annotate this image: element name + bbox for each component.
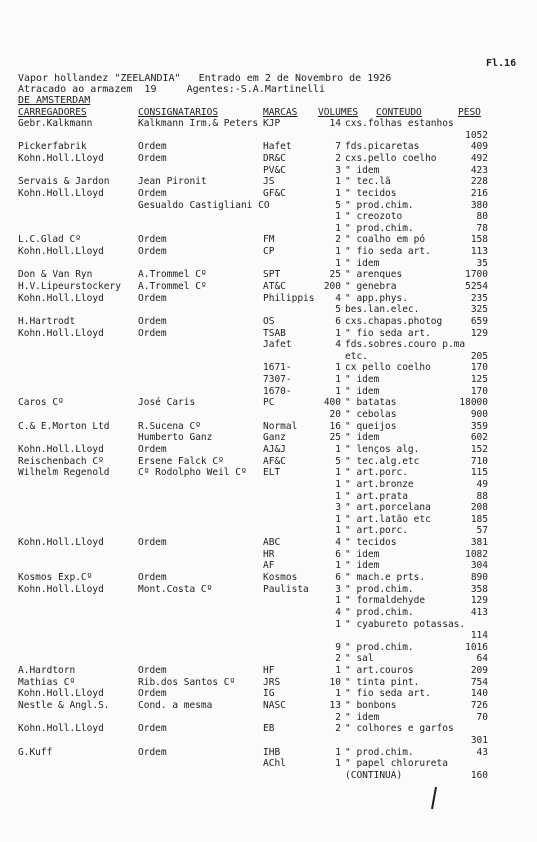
row-15-volumes: 4 [335, 292, 341, 304]
column-header-weight: PESO [458, 107, 481, 118]
row-18-volumes: 1 [335, 327, 341, 339]
row-0-contents: cxs.folhas estanhos [345, 118, 454, 129]
row-21-volumes: 1 [335, 362, 341, 374]
row-2-shipper: Pickerfabrik [18, 141, 87, 153]
row-27-volumes: 25 [329, 432, 341, 444]
row-15-mark: Philippis [263, 292, 315, 304]
row-27-contents: " idem [345, 432, 380, 444]
row-5-consignee: Jean Pironit [138, 176, 207, 188]
row-5-contents: " tec.lã [345, 176, 391, 188]
row-40-mark: Paulista [263, 583, 309, 595]
row-10-shipper: L.C.Glad Cº [18, 234, 81, 246]
row-24-consignee: José Caris [138, 397, 196, 409]
row-18-weight: 129 [470, 327, 488, 339]
row-4-mark: PV&C [263, 164, 286, 176]
row-37-volumes: 6 [335, 548, 341, 560]
row-39-weight: 890 [470, 572, 488, 583]
row-47-shipper: A.Hardtorn [18, 665, 76, 677]
row-32-weight: 88 [476, 490, 488, 502]
row-47-weight: 209 [470, 665, 488, 677]
row-23-weight: 170 [470, 385, 488, 397]
row-56-contents: (CONTINUA) [345, 769, 403, 781]
row-28-mark: AJ&J [263, 443, 286, 455]
row-10-mark: FM [263, 234, 275, 246]
row-23-contents: " idem [345, 385, 380, 397]
row-26-consignee: R.Sucena Cº [138, 420, 201, 432]
row-4-volumes: 3 [335, 164, 341, 176]
pen-mark [428, 786, 440, 810]
row-36-contents: " tecidos [345, 537, 397, 548]
row-45-contents: " prod.chim. [345, 641, 414, 653]
row-39-volumes: 6 [335, 572, 341, 583]
row-6-mark: GF&C [263, 187, 286, 199]
row-15-weight: 235 [470, 292, 488, 304]
row-39-consignee: Ordem [138, 572, 167, 583]
row-50-volumes: 13 [329, 700, 341, 711]
row-8-weight: 80 [476, 211, 488, 223]
column-header-marks: MARCAS [263, 107, 298, 118]
column-header-contents: CONTEUDO [376, 107, 422, 118]
row-54-volumes: 1 [335, 746, 341, 758]
row-12-weight: 35 [476, 257, 488, 269]
row-28-weight: 152 [470, 443, 488, 455]
row-19-contents: fds.sobres.couro p.ma [345, 339, 466, 351]
row-45-volumes: 9 [335, 641, 341, 653]
row-4-contents: " idem [345, 164, 380, 176]
row-54-contents: " prod.chim. [345, 746, 414, 758]
row-49-volumes: 1 [335, 688, 341, 700]
row-50-shipper: Nestle & Angl.S. [18, 700, 110, 711]
row-0-consignee: Kalkmann Irm.& Peters [138, 118, 259, 129]
row-51-weight: 70 [476, 711, 488, 723]
row-17-volumes: 6 [335, 315, 341, 327]
row-50-contents: " bonbons [345, 700, 397, 711]
row-43-contents: " cyabureto potassas. [345, 618, 466, 630]
row-40-weight: 358 [470, 583, 488, 595]
row-9-weight: 78 [476, 222, 488, 234]
row-10-consignee: Ordem [138, 234, 167, 246]
row-26-weight: 359 [470, 420, 488, 432]
row-10-volumes: 2 [335, 234, 341, 246]
row-0-mark: KJP [263, 118, 281, 129]
row-46-volumes: 2 [335, 653, 341, 665]
row-37-mark: HR [263, 548, 275, 560]
row-2-weight: 409 [470, 141, 488, 153]
row-36-weight: 381 [470, 537, 488, 548]
row-9-contents: " prod.chim. [345, 222, 414, 234]
row-14-mark: AT&C [263, 281, 286, 292]
row-3-shipper: Kohn.Holl.Lloyd [18, 152, 104, 164]
row-36-shipper: Kohn.Holl.Lloyd [18, 537, 104, 548]
row-3-volumes: 2 [335, 152, 341, 164]
row-28-contents: " lenços alg. [345, 443, 420, 455]
row-33-weight: 208 [470, 502, 488, 514]
row-41-weight: 129 [470, 595, 488, 607]
row-24-mark: PC [263, 397, 275, 409]
row-15-shipper: Kohn.Holl.Lloyd [18, 292, 104, 304]
row-29-mark: AF&C [263, 455, 286, 467]
row-42-volumes: 4 [335, 606, 341, 618]
row-16-volumes: 5 [335, 304, 341, 316]
row-0-volumes: 14 [329, 118, 341, 129]
row-20-contents: etc. [345, 350, 368, 362]
row-47-contents: " art.couros [345, 665, 414, 677]
row-31-contents: " art.bronze [345, 478, 414, 490]
row-18-contents: " fio seda art. [345, 327, 431, 339]
row-19-mark: Jafet [263, 339, 292, 351]
row-39-shipper: Kosmos Exp.Cº [18, 572, 93, 583]
row-48-volumes: 10 [329, 676, 341, 688]
row-29-volumes: 5 [335, 455, 341, 467]
row-11-shipper: Kohn.Holl.Lloyd [18, 246, 104, 257]
row-13-mark: SPT [263, 269, 281, 281]
row-30-consignee: Cº Rodolpho Weil Cº [138, 467, 247, 479]
row-2-contents: fds.picaretas [345, 141, 420, 153]
row-12-volumes: 1 [335, 257, 341, 269]
row-17-weight: 659 [470, 315, 488, 327]
row-24-volumes: 400 [323, 397, 341, 409]
row-38-mark: AF [263, 560, 275, 572]
row-28-shipper: Kohn.Holl.Lloyd [18, 443, 104, 455]
row-6-volumes: 1 [335, 187, 341, 199]
row-34-weight: 185 [470, 513, 488, 525]
row-13-consignee: A.Trommel Cº [138, 269, 207, 281]
row-6-consignee: Ordem [138, 187, 167, 199]
row-38-weight: 304 [470, 560, 488, 572]
row-24-shipper: Caros Cº [18, 397, 64, 409]
row-0-shipper: Gebr.Kalkmann [18, 118, 93, 129]
row-2-volumes: 7 [335, 141, 341, 153]
berth-agent-line: Atracado ao armazem 19 Agentes:-S.A.Martinelli [18, 84, 326, 95]
row-51-contents: " idem [345, 711, 380, 723]
row-11-contents: " fio seda art. [345, 246, 431, 257]
row-40-contents: " prod.chim. [345, 583, 414, 595]
row-2-mark: Hafet [263, 141, 292, 153]
row-54-consignee: Ordem [138, 746, 167, 758]
row-18-mark: TSAB [263, 327, 286, 339]
row-49-weight: 140 [470, 688, 488, 700]
row-30-weight: 115 [470, 467, 488, 479]
row-14-weight: 5254 [465, 281, 488, 292]
row-23-mark: 1670- [263, 385, 292, 397]
row-3-consignee: Ordem [138, 152, 167, 164]
row-25-volumes: 20 [329, 409, 341, 420]
row-48-consignee: Rib.dos Santos Cº [138, 676, 236, 688]
row-50-consignee: Cond. a mesma [138, 700, 213, 711]
row-45-weight: 1016 [465, 641, 488, 653]
row-7-volumes: 5 [335, 199, 341, 211]
row-51-volumes: 2 [335, 711, 341, 723]
row-26-volumes: 16 [329, 420, 341, 432]
row-48-contents: " tinta pint. [345, 676, 420, 688]
row-17-mark: OS [263, 315, 275, 327]
row-14-consignee: A.Trommel Cº [138, 281, 207, 292]
row-5-mark: JS [263, 176, 275, 188]
row-54-shipper: G.Kuff [18, 746, 53, 758]
row-21-mark: 1671- [263, 362, 292, 374]
row-32-contents: " art.prata [345, 490, 408, 502]
row-47-mark: HF [263, 665, 275, 677]
row-49-mark: IG [263, 688, 275, 700]
row-6-shipper: Kohn.Holl.Lloyd [18, 187, 104, 199]
row-54-mark: IHB [263, 746, 281, 758]
row-15-consignee: Ordem [138, 292, 167, 304]
row-37-weight: 1082 [465, 548, 488, 560]
row-39-contents: " mach.e prts. [345, 572, 426, 583]
row-13-contents: " arenques [345, 269, 403, 281]
row-54-weight: 43 [476, 746, 488, 758]
row-5-volumes: 1 [335, 176, 341, 188]
row-16-weight: 325 [470, 304, 488, 316]
column-header-consignees: CONSIGNATARIOS [138, 107, 219, 118]
row-12-contents: " idem [345, 257, 380, 269]
row-44-weight: 114 [470, 630, 488, 642]
row-50-mark: NASC [263, 700, 286, 711]
row-38-contents: " idem [345, 560, 380, 572]
row-34-volumes: 1 [335, 513, 341, 525]
row-6-weight: 216 [470, 187, 488, 199]
row-14-shipper: H.V.Lipeurstockery [18, 281, 121, 292]
row-31-weight: 49 [476, 478, 488, 490]
row-29-consignee: Ersene Falck Cº [138, 455, 224, 467]
row-8-volumes: 1 [335, 211, 341, 223]
row-15-contents: " app.phys. [345, 292, 408, 304]
row-9-volumes: 1 [335, 222, 341, 234]
folio-number: Fl.16 [486, 58, 517, 69]
row-32-volumes: 1 [335, 490, 341, 502]
row-46-weight: 64 [476, 653, 488, 665]
row-35-weight: 57 [476, 525, 488, 537]
row-24-contents: " batatas [345, 397, 397, 409]
row-29-contents: " tec.alg.etc [345, 455, 420, 467]
row-33-contents: " art.porcelana [345, 502, 431, 514]
row-30-mark: ELT [263, 467, 281, 479]
row-14-volumes: 200 [323, 281, 341, 292]
row-25-contents: " cebolas [345, 409, 397, 420]
row-55-volumes: 1 [335, 758, 341, 770]
row-3-mark: DR&C [263, 152, 286, 164]
row-18-consignee: Ordem [138, 327, 167, 339]
row-52-consignee: Ordem [138, 723, 167, 735]
row-42-contents: " prod.chim. [345, 606, 414, 618]
row-22-volumes: 1 [335, 374, 341, 386]
row-40-volumes: 3 [335, 583, 341, 595]
row-3-weight: 492 [470, 152, 488, 164]
row-3-contents: cxs.pello coelho [345, 152, 437, 164]
ship-line: Vapor hollandez "ZEELANDIA" Entrado em 2 de Novembro de 1926 [18, 73, 392, 84]
row-13-weight: 1700 [465, 269, 488, 281]
row-17-contents: cxs.chapas.photog [345, 315, 443, 327]
row-2-consignee: Ordem [138, 141, 167, 153]
row-47-consignee: Ordem [138, 665, 167, 677]
row-27-mark: Ganz [263, 432, 286, 444]
row-39-mark: Kosmos [263, 572, 298, 583]
row-11-mark: CP [263, 246, 275, 257]
row-28-volumes: 1 [335, 443, 341, 455]
row-8-contents: " creozoto [345, 211, 403, 223]
row-18-shipper: Kohn.Holl.Lloyd [18, 327, 104, 339]
row-29-shipper: Reischenbach Cº [18, 455, 104, 467]
row-31-volumes: 1 [335, 478, 341, 490]
row-34-contents: " art.latão etc [345, 513, 431, 525]
row-24-weight: 18000 [459, 397, 488, 409]
row-56-weight: 160 [470, 769, 488, 781]
row-40-consignee: Mont.Costa Cº [138, 583, 213, 595]
row-36-consignee: Ordem [138, 537, 167, 548]
row-52-mark: EB [263, 723, 275, 735]
row-50-weight: 726 [470, 700, 488, 711]
row-52-volumes: 2 [335, 723, 341, 735]
row-30-shipper: Wilhelm Regenold [18, 467, 110, 479]
row-11-consignee: Ordem [138, 246, 167, 257]
row-49-shipper: Kohn.Holl.Lloyd [18, 688, 104, 700]
row-7-weight: 380 [470, 199, 488, 211]
row-38-volumes: 1 [335, 560, 341, 572]
column-header-shippers: CARREGADORES [18, 107, 87, 118]
row-26-contents: " queijos [345, 420, 397, 432]
row-48-weight: 754 [470, 676, 488, 688]
row-41-contents: " formaldehyde [345, 595, 426, 607]
row-43-volumes: 1 [335, 618, 341, 630]
origin-line: DE AMSTERDAM [18, 95, 91, 106]
row-41-volumes: 1 [335, 595, 341, 607]
row-23-volumes: 1 [335, 385, 341, 397]
row-27-weight: 602 [470, 432, 488, 444]
row-7-consignee: Gesualdo Castigliani CO [138, 199, 270, 211]
row-14-contents: " genebra [345, 281, 397, 292]
row-30-volumes: 1 [335, 467, 341, 479]
row-11-volumes: 1 [335, 246, 341, 257]
row-26-shipper: C.& E.Morton Ltd [18, 420, 110, 432]
row-4-weight: 423 [470, 164, 488, 176]
row-47-volumes: 1 [335, 665, 341, 677]
row-6-contents: " tecidos [345, 187, 397, 199]
row-1-weight: 1052 [465, 129, 488, 141]
row-33-volumes: 3 [335, 502, 341, 514]
row-20-weight: 205 [470, 350, 488, 362]
row-55-mark: AChl [263, 758, 286, 770]
row-17-shipper: H.Hartrodt [18, 315, 76, 327]
row-21-contents: cx pello coelho [345, 362, 431, 374]
row-49-consignee: Ordem [138, 688, 167, 700]
row-22-weight: 125 [470, 374, 488, 386]
row-7-contents: " prod.chim. [345, 199, 414, 211]
row-42-weight: 413 [470, 606, 488, 618]
row-26-mark: Normal [263, 420, 298, 432]
row-22-contents: " idem [345, 374, 380, 386]
row-25-weight: 900 [470, 409, 488, 420]
row-37-contents: " idem [345, 548, 380, 560]
row-19-volumes: 4 [335, 339, 341, 351]
row-52-shipper: Kohn.Holl.Lloyd [18, 723, 104, 735]
row-22-mark: 7307- [263, 374, 292, 386]
row-30-contents: " art.porc. [345, 467, 408, 479]
row-48-shipper: Mathias Cº [18, 676, 76, 688]
row-52-contents: " colhores e garfos [345, 723, 454, 735]
row-10-contents: " coalho em pó [345, 234, 426, 246]
row-27-consignee: Humberto Ganz [138, 432, 213, 444]
row-29-weight: 710 [470, 455, 488, 467]
row-10-weight: 158 [470, 234, 488, 246]
row-53-weight: 301 [470, 734, 488, 746]
row-46-contents: " sal [345, 653, 374, 665]
row-49-contents: " fio seda art. [345, 688, 431, 700]
row-40-shipper: Kohn.Holl.Lloyd [18, 583, 104, 595]
row-36-mark: ABC [263, 537, 281, 548]
row-35-volumes: 1 [335, 525, 341, 537]
row-11-weight: 113 [470, 246, 488, 257]
row-17-consignee: Ordem [138, 315, 167, 327]
row-21-weight: 170 [470, 362, 488, 374]
row-35-contents: " art.porc. [345, 525, 408, 537]
row-13-volumes: 25 [329, 269, 341, 281]
column-header-volumes: VOLUMES [318, 107, 359, 118]
row-16-contents: bes.lan.elec. [345, 304, 420, 316]
row-5-shipper: Servais & Jardon [18, 176, 110, 188]
row-13-shipper: Don & Van Ryn [18, 269, 93, 281]
row-5-weight: 228 [470, 176, 488, 188]
row-55-contents: " papel chlorureta [345, 758, 448, 770]
row-48-mark: JRS [263, 676, 281, 688]
row-36-volumes: 4 [335, 537, 341, 548]
row-28-consignee: Ordem [138, 443, 167, 455]
